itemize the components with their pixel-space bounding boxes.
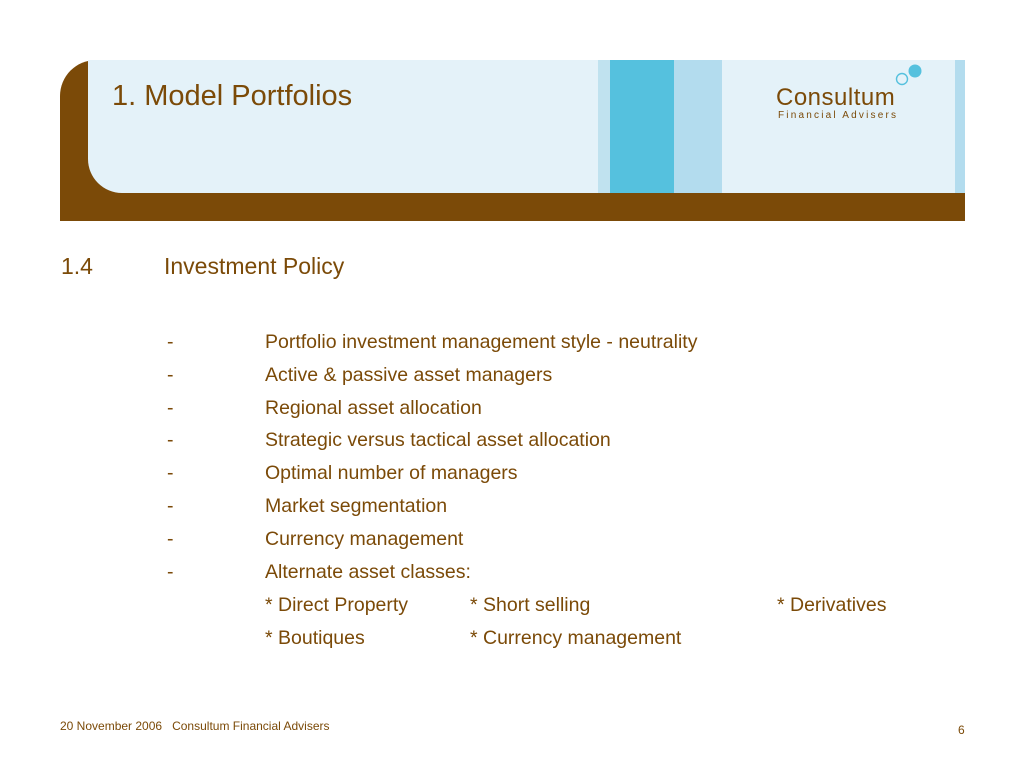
bullet-text: Currency management xyxy=(265,528,464,550)
asset-class-item: * Short selling xyxy=(470,594,591,616)
footer xyxy=(60,719,330,733)
bullet-text: Alternate asset classes: xyxy=(265,561,471,583)
logo-dots-icon xyxy=(886,64,926,86)
footer-date: 20 November 2006 xyxy=(60,719,163,733)
section-number: 1.4 xyxy=(61,253,93,279)
bullet-text: Market segmentation xyxy=(265,495,448,517)
asset-class-item: * Derivatives xyxy=(777,594,887,616)
bullet-marker: - xyxy=(167,528,174,550)
section-title: Investment Policy xyxy=(164,253,345,279)
logo-name: Consultum xyxy=(776,84,896,111)
page-number: 6 xyxy=(958,723,965,737)
bullet-text: Active & passive asset managers xyxy=(265,364,553,386)
slide-title: 1. Model Portfolios xyxy=(112,80,353,112)
asset-class-item: * Boutiques xyxy=(265,627,365,649)
bullet-text: Regional asset allocation xyxy=(265,397,482,419)
bullet-text: Strategic versus tactical asset allocation xyxy=(265,429,611,451)
bullet-marker: - xyxy=(167,561,174,583)
bullet-marker: - xyxy=(167,495,174,517)
header-stripe xyxy=(598,60,610,193)
asset-class-item: * Currency management xyxy=(470,627,682,649)
footer-company: Consultum Financial Advisers xyxy=(172,719,330,733)
bullet-text: Optimal number of managers xyxy=(265,462,518,484)
header-stripe xyxy=(674,60,722,193)
header-stripe-accent xyxy=(610,60,674,193)
asset-class-item: * Direct Property xyxy=(265,594,409,616)
bullet-marker: - xyxy=(167,397,174,419)
header-stripe xyxy=(955,60,965,193)
bullet-marker: - xyxy=(167,364,174,386)
company-logo xyxy=(776,64,926,124)
bullet-marker: - xyxy=(167,429,174,451)
bullet-marker: - xyxy=(167,462,174,484)
bullet-marker: - xyxy=(167,331,174,353)
logo-tagline: Financial Advisers xyxy=(778,110,899,121)
bullet-text: Portfolio investment management style - neutrality xyxy=(265,331,698,353)
